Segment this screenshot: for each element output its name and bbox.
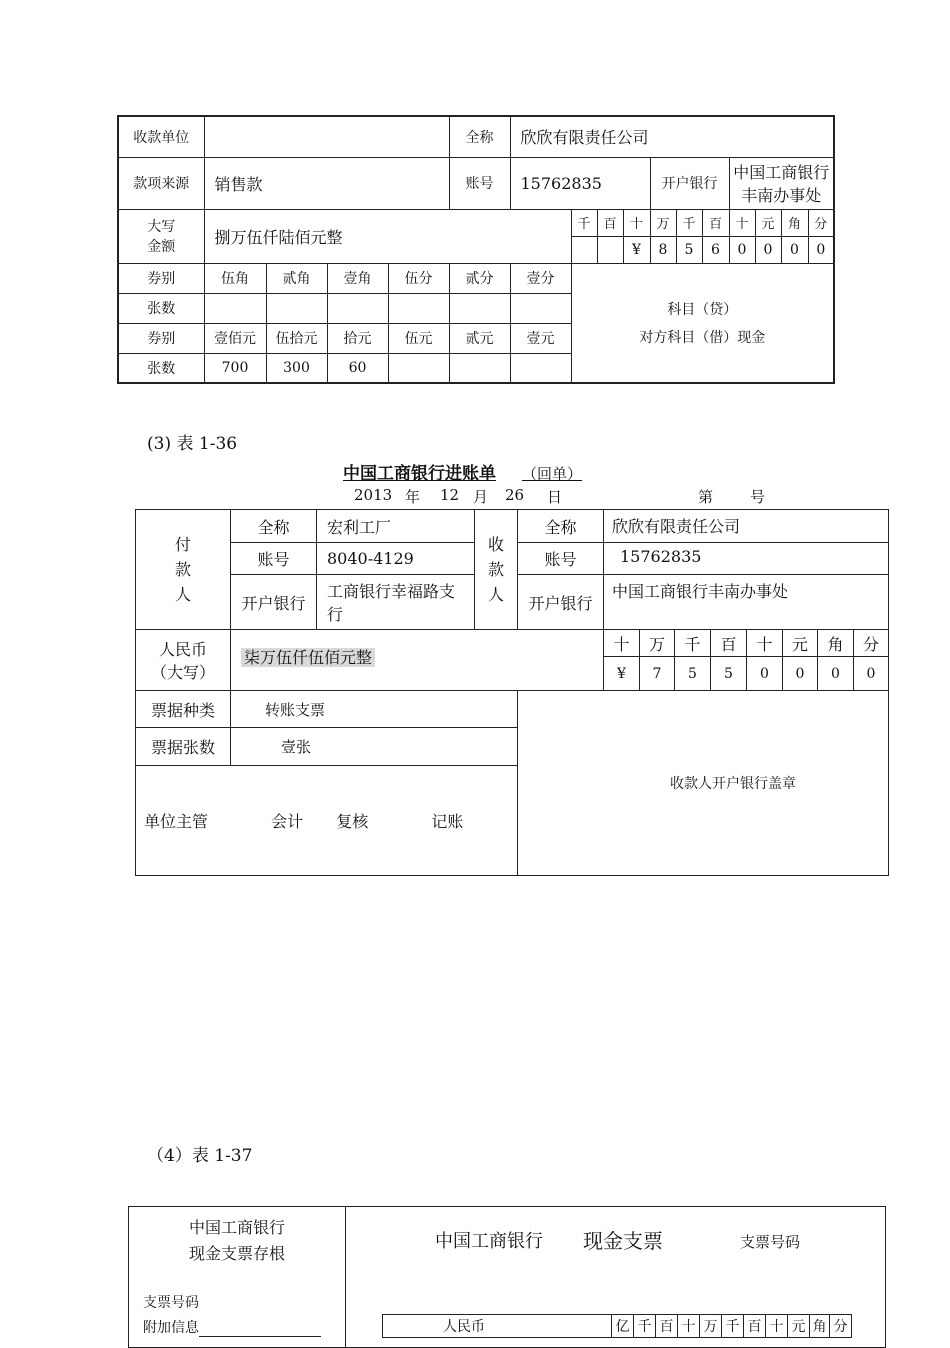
coin-type: 壹角 — [327, 263, 388, 293]
digit-header: 角 — [781, 209, 808, 236]
note-type: 壹佰元 — [204, 323, 266, 353]
deposit-slip-table — [135, 509, 889, 876]
digit-header: 十 — [604, 630, 640, 657]
coin-type-label: 券别 — [118, 263, 204, 293]
account-value: 15762835 — [510, 157, 650, 209]
stamp-box — [518, 691, 889, 876]
coin-type: 贰分 — [449, 263, 510, 293]
digit-header: 元 — [783, 630, 818, 657]
digit-header: 千 — [675, 630, 711, 657]
digit-value: 0 — [818, 657, 854, 691]
slip-title — [343, 459, 582, 484]
digit-value: 0 — [781, 236, 808, 263]
payee-unit-label: 收款单位 — [118, 116, 204, 157]
payer-account: 8040-4129 — [317, 543, 475, 575]
digit-value: 0 — [783, 657, 818, 691]
digit-value: 5 — [675, 657, 711, 691]
signatures-row — [136, 766, 518, 876]
cheque-digit-header: 千 — [722, 1315, 744, 1338]
coin-count — [327, 293, 388, 323]
digit-value: 7 — [640, 657, 675, 691]
payee-unit-value — [204, 116, 449, 157]
source-value: 销售款 — [204, 157, 449, 209]
slip-month-unit: 月 — [473, 488, 489, 506]
note-type: 伍拾元 — [266, 323, 327, 353]
cheque-number-label: 支票号码 — [740, 1233, 801, 1251]
cheque-stub — [129, 1207, 346, 1347]
note-count — [510, 353, 571, 383]
digit-value — [571, 236, 597, 263]
digit-value: 6 — [702, 236, 729, 263]
slip-title-text: 中国工商银行进账单 — [343, 464, 496, 484]
sign-supervisor: 单位主管 — [144, 812, 209, 831]
payer-label — [136, 510, 231, 630]
digit-header: 分 — [808, 209, 834, 236]
bank-value: 中国工商银行丰南办事处 — [729, 157, 834, 209]
slip-day-unit: 日 — [547, 488, 563, 506]
cash-cheque — [128, 1206, 886, 1348]
coin-type: 壹分 — [510, 263, 571, 293]
stub-extra-label-text: 附加信息 — [143, 1320, 199, 1336]
rmb-label-line2: （大写） — [150, 663, 215, 682]
cheque-digit-header: 十 — [678, 1315, 700, 1338]
note-type: 贰元 — [449, 323, 510, 353]
stub-title-2: 现金支票存根 — [188, 1244, 285, 1263]
note-count-label: 张数 — [118, 353, 204, 383]
digit-header: 元 — [755, 209, 781, 236]
cheque-digit-header: 分 — [830, 1315, 852, 1338]
note-count: 300 — [266, 353, 327, 383]
payer-label-text: 付款人 — [175, 535, 192, 604]
payee-fullname-label: 全称 — [518, 510, 604, 543]
source-label: 款项来源 — [118, 157, 204, 209]
payer-account-label: 账号 — [231, 543, 317, 575]
slip-month: 12 — [440, 486, 460, 504]
stub-number-label: 支票号码 — [143, 1295, 199, 1311]
payer-fullname-label: 全称 — [231, 510, 317, 543]
cheque-digit-header: 亿 — [612, 1315, 634, 1338]
cash-deposit-table — [117, 115, 835, 384]
digit-value: 0 — [747, 657, 783, 691]
amount-words: 柒万伍仟伍佰元整 — [241, 648, 375, 667]
amount-words-cell — [231, 630, 604, 691]
note-type-label: 券别 — [118, 323, 204, 353]
digit-value: 5 — [676, 236, 702, 263]
bill-count: 壹张 — [231, 728, 518, 766]
slip-number-label: 第 — [698, 488, 714, 506]
subject-credit: 科目（贷） — [667, 301, 738, 318]
cheque-digit-header: 角 — [810, 1315, 830, 1338]
note-count: 60 — [327, 353, 388, 383]
amount-label-line2: 金额 — [147, 239, 176, 255]
coin-count-label: 张数 — [118, 293, 204, 323]
sign-review: 复核 — [336, 812, 369, 831]
digit-header: 千 — [676, 209, 702, 236]
coin-count — [388, 293, 449, 323]
payee-account-label: 账号 — [518, 543, 604, 575]
stamp-text: 收款人开户银行盖章 — [670, 776, 796, 792]
note-type: 伍元 — [388, 323, 449, 353]
cheque-digit-header: 元 — [788, 1315, 810, 1338]
note-type: 壹元 — [510, 323, 571, 353]
bill-type: 转账支票 — [231, 691, 518, 728]
coin-count — [266, 293, 327, 323]
digit-header: 十 — [747, 630, 783, 657]
digit-value: ¥ — [623, 236, 650, 263]
sign-bookkeeping: 记账 — [431, 812, 464, 831]
digit-header: 十 — [729, 209, 755, 236]
digit-value: 0 — [755, 236, 781, 263]
coin-count — [449, 293, 510, 323]
payee-bank: 中国工商银行丰南办事处 — [604, 575, 889, 630]
coin-type: 伍分 — [388, 263, 449, 293]
stub-extra-label — [143, 1317, 321, 1337]
coin-type: 贰角 — [266, 263, 327, 293]
payee-fullname: 欣欣有限责任公司 — [604, 510, 889, 543]
amount-words: 捌万伍仟陆佰元整 — [204, 209, 571, 263]
note-count — [449, 353, 510, 383]
cheque-amount-table — [382, 1314, 852, 1338]
digit-header: 百 — [702, 209, 729, 236]
rmb-label-line1: 人民币 — [158, 640, 207, 659]
cheque-digit-header: 百 — [744, 1315, 766, 1338]
digit-value: ¥ — [604, 657, 640, 691]
digit-header: 万 — [650, 209, 676, 236]
rmb-label — [136, 630, 231, 691]
digit-header: 分 — [854, 630, 889, 657]
payer-fullname: 宏利工厂 — [317, 510, 475, 543]
note-type: 拾元 — [327, 323, 388, 353]
cheque-digit-header: 千 — [634, 1315, 656, 1338]
slip-subtitle: （回单） — [522, 465, 583, 483]
slip-year-unit: 年 — [405, 488, 421, 506]
cheque-digit-header: 万 — [700, 1315, 722, 1338]
digit-header: 角 — [818, 630, 854, 657]
cheque-type: 现金支票 — [583, 1229, 663, 1253]
digit-value: 0 — [854, 657, 889, 691]
digit-value: 8 — [650, 236, 676, 263]
digit-value: 0 — [729, 236, 755, 263]
digit-header: 万 — [640, 630, 675, 657]
slip-number-unit: 号 — [750, 488, 766, 506]
cheque-digit-header: 十 — [766, 1315, 788, 1338]
fullname-value: 欣欣有限责任公司 — [510, 116, 834, 157]
caption-table-1-37: （4）表 1-37 — [147, 1146, 253, 1166]
note-count: 700 — [204, 353, 266, 383]
amount-label-line1: 大写 — [147, 219, 176, 235]
amount-label — [118, 209, 204, 263]
cheque-rmb-label: 人民币 — [383, 1315, 612, 1338]
slip-day: 26 — [505, 486, 525, 504]
bill-type-label: 票据种类 — [136, 691, 231, 728]
sign-accounting: 会计 — [271, 812, 304, 831]
coin-count — [204, 293, 266, 323]
note-count — [388, 353, 449, 383]
fullname-label: 全称 — [449, 116, 510, 157]
digit-header: 百 — [711, 630, 747, 657]
payer-bank-label: 开户银行 — [231, 575, 317, 630]
payee-label — [475, 510, 518, 630]
bill-count-label: 票据张数 — [136, 728, 231, 766]
payee-account: 15762835 — [604, 543, 889, 575]
digit-header: 十 — [623, 209, 650, 236]
payee-label-text: 收款人 — [488, 535, 505, 604]
stub-extra-line — [199, 1322, 321, 1337]
stub-title-1: 中国工商银行 — [188, 1218, 285, 1237]
digit-value: 5 — [711, 657, 747, 691]
bank-label: 开户银行 — [650, 157, 729, 209]
payer-bank: 工商银行幸福路支行 — [317, 575, 475, 630]
slip-year: 2013 — [354, 486, 393, 504]
digit-header: 千 — [571, 209, 597, 236]
coin-type: 伍角 — [204, 263, 266, 293]
coin-count — [510, 293, 571, 323]
caption-table-1-36: (3) 表 1-36 — [147, 434, 238, 454]
subject-box — [571, 263, 834, 383]
account-label: 账号 — [449, 157, 510, 209]
digit-header: 百 — [597, 209, 623, 236]
cheque-bank-name: 中国工商银行 — [435, 1231, 543, 1252]
cheque-digit-header: 百 — [656, 1315, 678, 1338]
digit-value: 0 — [808, 236, 834, 263]
payee-bank-label: 开户银行 — [518, 575, 604, 630]
subject-debit: 对方科目（借）现金 — [639, 329, 766, 346]
digit-value — [597, 236, 623, 263]
